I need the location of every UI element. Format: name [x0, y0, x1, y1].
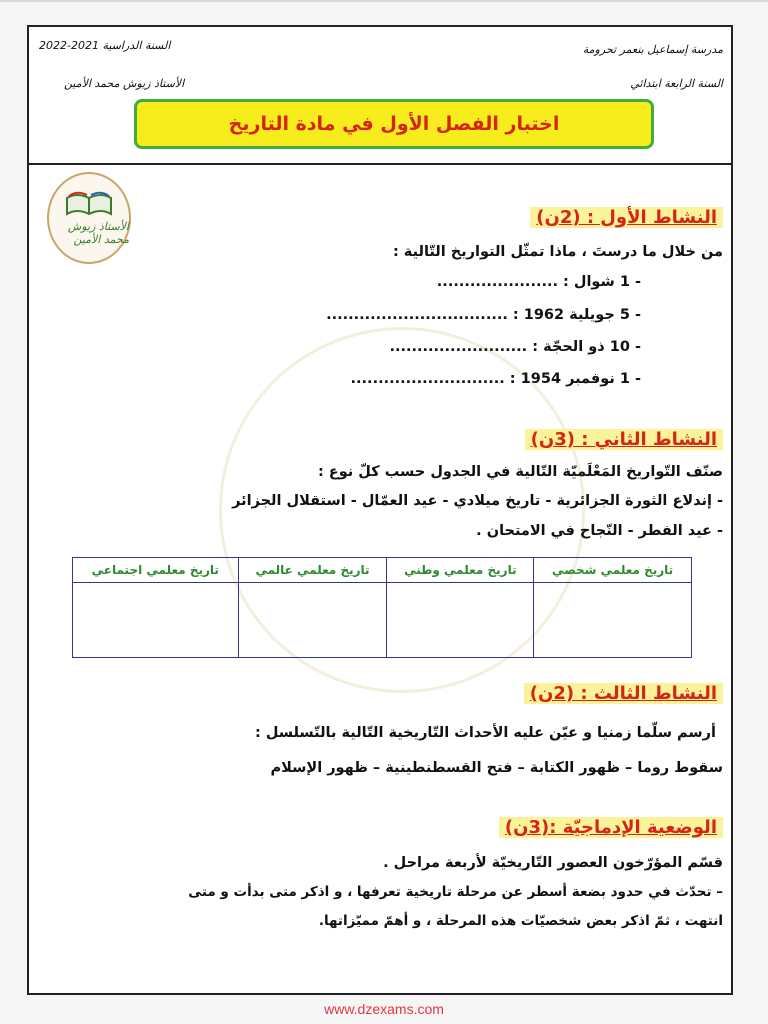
activity2-list: - عيد الفطر - النّجاح في الامتحان . — [476, 523, 723, 539]
table-header: تاريخ معلمي وطني — [387, 558, 534, 583]
table-cell — [387, 583, 534, 658]
classification-table — [72, 557, 692, 658]
activity2-heading: النشاط الثاني : (3ن) — [525, 429, 723, 450]
integration-task: – تحدّث في حدود بضعة أسطر عن مرحلة تاريخية تعرفها ، و اذكر متى بدأت و متى — [188, 884, 723, 900]
activity2-prompt: صنّف التّواريخ المَعْلَميّة التّالية في الجدول حسب كلّ نوع : — [317, 464, 723, 480]
activity1-item: - 10 ذو الحجّة : ......................... — [389, 339, 641, 355]
book-logo-icon — [63, 190, 115, 220]
exam-title: اختبار الفصل الأول في مادة التاريخ — [134, 99, 654, 149]
teacher-name: الأستاذ زيوش محمد الأمين — [64, 77, 185, 90]
exam-sheet — [27, 25, 733, 995]
header-divider — [29, 163, 731, 165]
activity1-item: - 1 شوال : ...................... — [436, 274, 641, 290]
table-header: تاريخ معلمي عالمي — [238, 558, 387, 583]
integration-prompt: قسّم المؤرّخون العصور التّاريخيّة لأربعة مراحل . — [383, 855, 723, 871]
activity3-events: سقوط روما – ظهور الكتابة – فتح القسطنطينية – ظهور الإسلام — [270, 760, 723, 776]
school-name: مدرسة إسماعيل بنعمر تحرومة — [582, 43, 723, 56]
activity1-heading: النشاط الأول : (2ن) — [530, 207, 723, 228]
grade-level: السنة الرابعة ابتدائي — [630, 77, 723, 90]
table-cell — [238, 583, 387, 658]
table-header: تاريخ معلمي شخصي — [534, 558, 692, 583]
teacher-logo — [47, 172, 131, 264]
school-year: السنة الدراسية 2021-2022 — [39, 39, 171, 52]
table-cell — [73, 583, 239, 658]
activity3-heading: النشاط الثالث : (2ن) — [524, 683, 723, 704]
integration-heading: الوضعية الإدماجيّة :(3ن) — [499, 817, 723, 838]
logo-caption: الأستاذ زيوش محمد الأمين — [67, 220, 129, 246]
footer-website: www.dzexams.com — [324, 1001, 444, 1017]
activity1-item: - 1 نوفمبر 1954 : ............................ — [350, 371, 641, 387]
top-line — [0, 0, 768, 2]
integration-task: انتهت ، ثمّ اذكر بعض شخصيّات هذه المرحلة ، و أهمّ مميّزاتها. — [318, 913, 723, 929]
table-header: تاريخ معلمي اجتماعي — [73, 558, 239, 583]
activity2-list: - إندلاع الثورة الجزائرية - تاريخ ميلادي - عيد العمّال - استقلال الجزائر — [232, 493, 723, 509]
table-cell — [534, 583, 692, 658]
activity1-item: - 5 جويلية 1962 : ................................. — [326, 307, 641, 323]
activity3-prompt: أرسم سلّما زمنيا و عيّن عليه الأحداث التّاريخية التّالية بالتّسلسل : — [254, 725, 716, 741]
activity1-prompt: من خلال ما درستَ ، ماذا تمثّل التواريخ التّالية : — [392, 244, 723, 260]
